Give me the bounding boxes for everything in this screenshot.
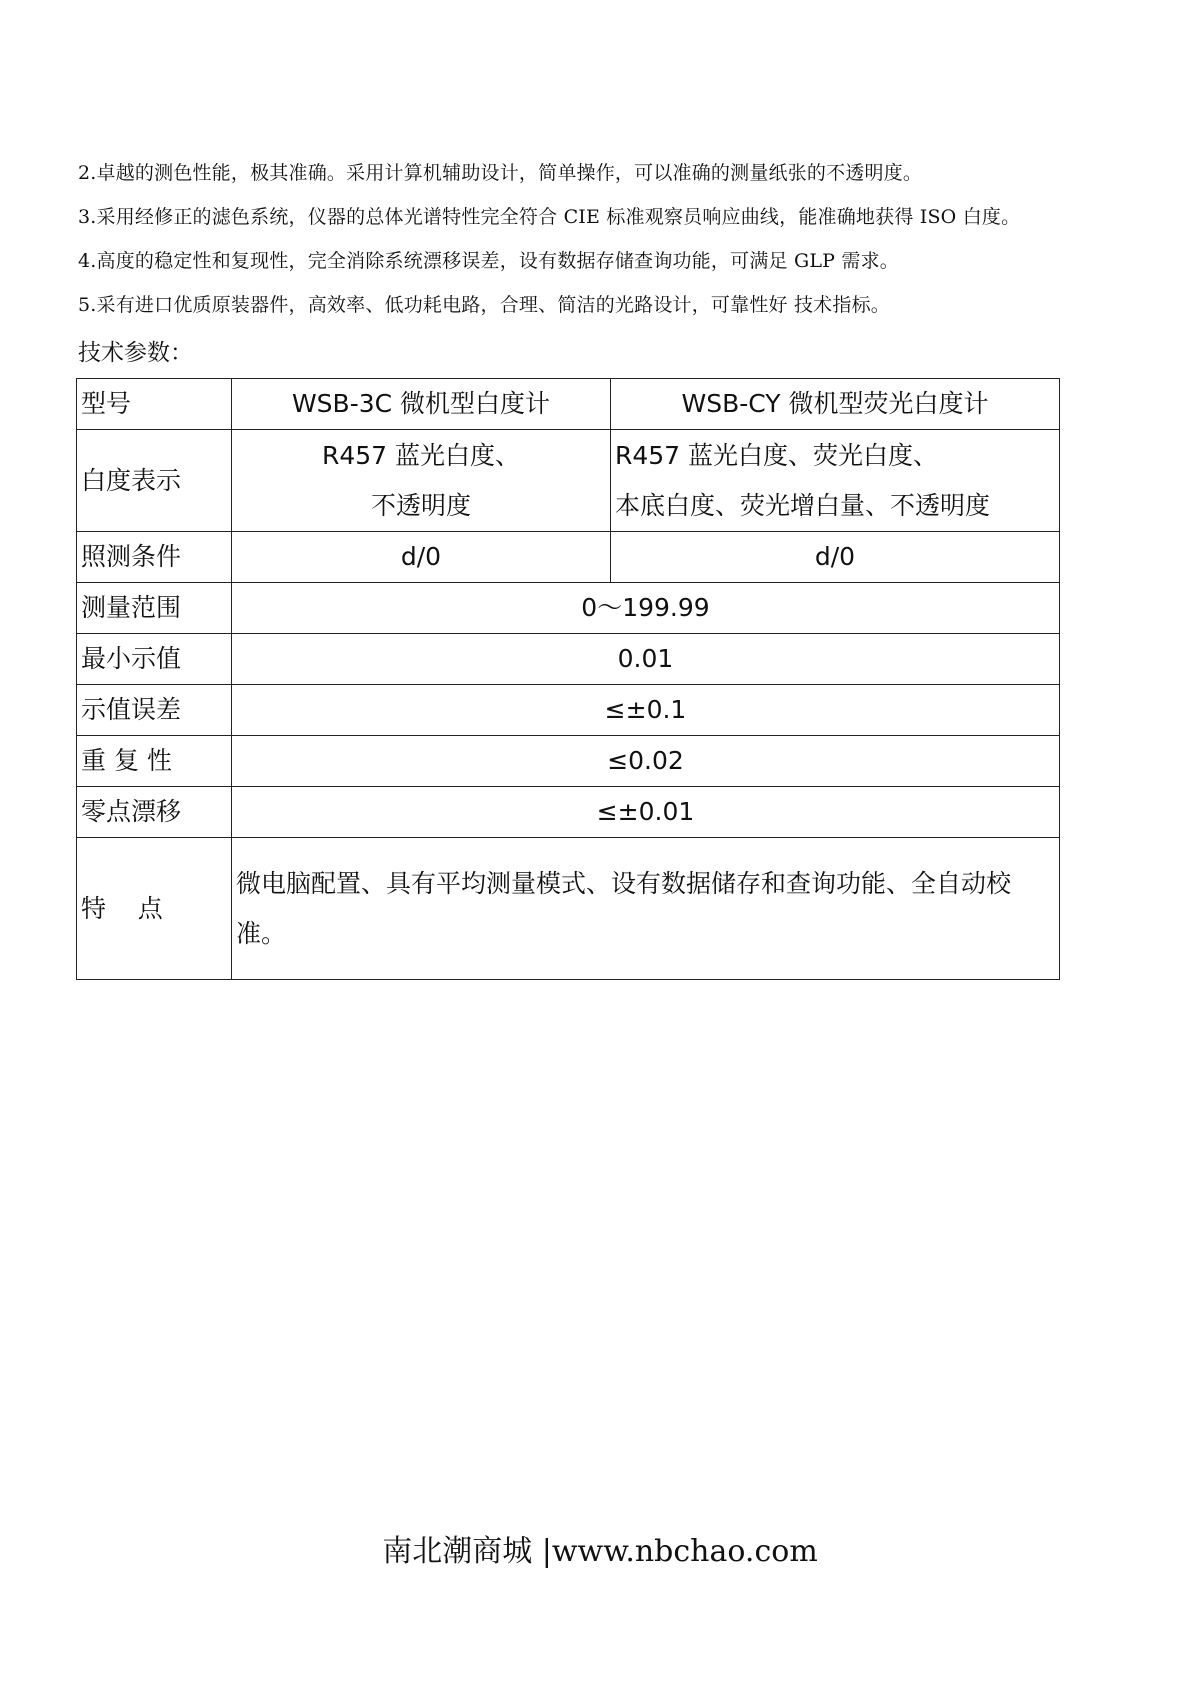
feature-label: 特 点	[77, 838, 232, 980]
table-row	[77, 634, 1060, 685]
model-label: 型号	[77, 379, 232, 430]
drift-value: ≤±0.01	[232, 787, 1060, 838]
paragraph-4: 4.高度的稳定性和复现性，完全消除系统漂移误差，设有数据存储查询功能，可满足 GLP 需求。	[78, 250, 899, 272]
table-row	[77, 685, 1060, 736]
paragraph-5: 5.采有进口优质原装器件，高效率、低功耗电路，合理、简洁的光路设计，可靠性好 技术指标。	[78, 294, 890, 316]
illum-label: 照测条件	[77, 532, 232, 583]
whiteness-b-line1: R457 蓝光白度、荧光白度、	[615, 440, 939, 470]
illum-b: d/0	[611, 532, 1060, 583]
whiteness-b	[611, 430, 1060, 532]
range-label: 测量范围	[77, 583, 232, 634]
section-heading: 技术参数：	[78, 340, 193, 366]
error-value: ≤±0.1	[232, 685, 1060, 736]
intro-paragraphs	[78, 158, 1158, 334]
table-row	[77, 787, 1060, 838]
paragraph-2: 2.卓越的测色性能，极其准确。采用计算机辅助设计，简单操作，可以准确的测量纸张的不透明度。	[78, 162, 923, 184]
table-row	[77, 736, 1060, 787]
repeat-label: 重 复 性	[77, 736, 232, 787]
footer-watermark: 南北潮商城 |www.nbchao.com	[382, 1534, 818, 1569]
min-value: 0.01	[232, 634, 1060, 685]
model-a: WSB-3C 微机型白度计	[232, 379, 611, 430]
table-row	[77, 532, 1060, 583]
whiteness-a-line1: R457 蓝光白度、	[321, 440, 521, 470]
table-row	[77, 379, 1060, 430]
min-label: 最小示值	[77, 634, 232, 685]
whiteness-a	[232, 430, 611, 532]
spec-table	[76, 378, 1060, 980]
whiteness-b-line2: 本底白度、荧光增白量、不透明度	[615, 490, 991, 520]
illum-a: d/0	[232, 532, 611, 583]
drift-label: 零点漂移	[77, 787, 232, 838]
model-b: WSB-CY 微机型荧光白度计	[611, 379, 1060, 430]
whiteness-label: 白度表示	[77, 430, 232, 532]
table-row	[77, 583, 1060, 634]
error-label: 示值误差	[77, 685, 232, 736]
repeat-value: ≤0.02	[232, 736, 1060, 787]
table-row	[77, 838, 1060, 980]
whiteness-a-line2: 不透明度	[370, 490, 471, 520]
feature-value: 微电脑配置、具有平均测量模式、设有数据储存和查询功能、全自动校准。	[232, 838, 1060, 980]
table-row	[77, 430, 1060, 532]
range-value: 0～199.99	[232, 583, 1060, 634]
paragraph-3: 3.采用经修正的滤色系统，仪器的总体光谱特性完全符合 CIE 标准观察员响应曲线，能准确地获得 ISO 白度。	[78, 206, 1021, 228]
